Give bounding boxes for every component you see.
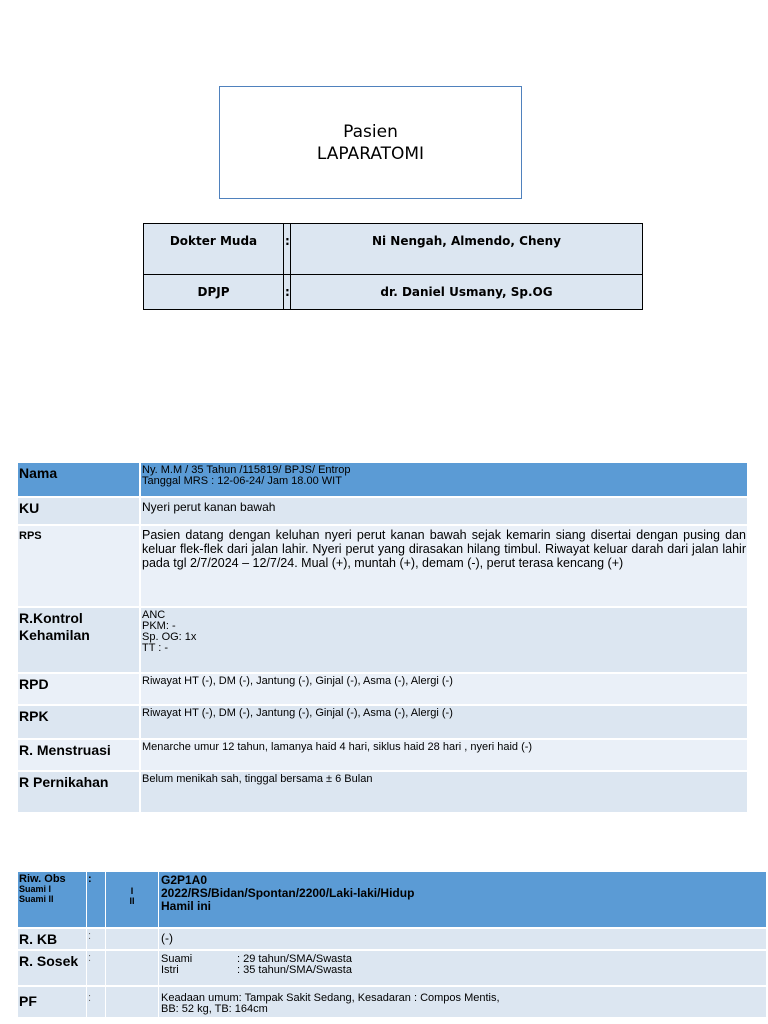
info-label: Dokter Muda bbox=[144, 224, 284, 275]
pf-line1: Keadaan umum: Tampak Sakit Sedang, Kesadaran : Compos Mentis, bbox=[161, 992, 500, 1004]
row-kb bbox=[18, 928, 767, 950]
kontrol-line: Sp. OG: 1x bbox=[142, 631, 197, 643]
info-value: dr. Daniel Usmany, Sp.OG bbox=[291, 275, 643, 310]
row-value bbox=[159, 872, 767, 928]
kontrol-line: PKM: - bbox=[142, 620, 176, 632]
row-label: Nama bbox=[18, 463, 140, 497]
row-num bbox=[106, 950, 159, 986]
row-value bbox=[140, 463, 747, 497]
row-kontrol bbox=[18, 607, 747, 673]
row-label: PF bbox=[18, 986, 87, 1018]
row-riw-obs bbox=[18, 872, 767, 928]
row-value bbox=[159, 986, 767, 1018]
info-row-dpjp bbox=[144, 275, 643, 310]
row-colon: : bbox=[87, 986, 106, 1018]
row-menstruasi bbox=[18, 739, 747, 771]
num-2: II bbox=[129, 896, 135, 906]
row-colon: : bbox=[87, 950, 106, 986]
istri-value: : 35 tahun/SMA/Swasta bbox=[237, 964, 352, 976]
suami2-label: Suami II bbox=[19, 894, 54, 904]
patient-history-table bbox=[18, 463, 747, 814]
title-line2: LAPARATOMI bbox=[316, 144, 425, 164]
row-num bbox=[106, 986, 159, 1018]
suami-value: : 29 tahun/SMA/Swasta bbox=[237, 953, 352, 965]
obs-line1: G2P1A0 bbox=[161, 873, 208, 887]
row-value: Pasien datang dengan keluhan nyeri perut kanan bawah sejak kemarin siang disertai dengan pusing dan keluar flek-flek dari jalan lahir. Nyeri perut yang dirasakan hilang timbul. Riwayat keluar darah dari jalan lahir pada tgl 2/7/2024 – 12/7/24. Mual (+), muntah (+), demam (-), perut terasa kencang (+) bbox=[140, 525, 747, 607]
row-value bbox=[140, 607, 747, 673]
row-value: Nyeri perut kanan bawah bbox=[140, 497, 747, 525]
row-nama bbox=[18, 463, 747, 497]
row-label: R.Kontrol Kehamilan bbox=[18, 607, 140, 673]
title-line1: Pasien bbox=[343, 122, 398, 142]
row-value: (-) bbox=[159, 928, 767, 950]
row-label: R. KB bbox=[18, 928, 87, 950]
row-label: RPD bbox=[18, 673, 140, 705]
row-label: R Pernikahan bbox=[18, 771, 140, 813]
nama-line1: Ny. M.M / 35 Tahun /115819/ BPJS/ Entrop bbox=[142, 464, 351, 476]
row-pf bbox=[18, 986, 767, 1018]
row-rpk bbox=[18, 705, 747, 739]
row-value: Riwayat HT (-), DM (-), Jantung (-), Ginjal (-), Asma (-), Alergi (-) bbox=[140, 673, 747, 705]
num-1: I bbox=[130, 886, 134, 896]
istri-label: Istri bbox=[161, 964, 179, 976]
row-rpd bbox=[18, 673, 747, 705]
row-label: KU bbox=[18, 497, 140, 525]
kontrol-line: TT : - bbox=[142, 642, 169, 654]
row-value: Menarche umur 12 tahun, lamanya haid 4 hari, siklus haid 28 hari , nyeri haid (-) bbox=[140, 739, 747, 771]
doctor-info-table bbox=[143, 223, 643, 310]
row-colon: : bbox=[87, 872, 106, 928]
row-label: R. Sosek bbox=[18, 950, 87, 986]
pf-line2: BB: 52 kg, TB: 164cm bbox=[161, 1003, 268, 1015]
row-colon: : bbox=[87, 928, 106, 950]
row-label: R. Menstruasi bbox=[18, 739, 140, 771]
row-ku bbox=[18, 497, 747, 525]
nama-line2: Tanggal MRS : 12-06-24/ Jam 18.00 WIT bbox=[142, 475, 342, 487]
obstetric-table bbox=[18, 872, 767, 1019]
row-value: Belum menikah sah, tinggal bersama ± 6 Bulan bbox=[140, 771, 747, 813]
row-pernikahan bbox=[18, 771, 747, 813]
row-label bbox=[18, 872, 87, 928]
row-label: RPK bbox=[18, 705, 140, 739]
info-value: Ni Nengah, Almendo, Cheny bbox=[291, 224, 643, 275]
info-row-dokter-muda bbox=[144, 224, 643, 275]
kontrol-line: ANC bbox=[142, 609, 166, 621]
row-num bbox=[106, 872, 159, 928]
title-box bbox=[219, 86, 522, 199]
row-label: RPS bbox=[18, 525, 140, 607]
row-sosek bbox=[18, 950, 767, 986]
riw-obs-label: Riw. Obs bbox=[19, 873, 66, 885]
suami-label: Suami bbox=[161, 953, 193, 965]
obs-line2: 2022/RS/Bidan/Spontan/2200/Laki-laki/Hidup bbox=[161, 886, 415, 900]
row-rps bbox=[18, 525, 747, 607]
row-value: Riwayat HT (-), DM (-), Jantung (-), Ginjal (-), Asma (-), Alergi (-) bbox=[140, 705, 747, 739]
row-num bbox=[106, 928, 159, 950]
row-value bbox=[159, 950, 767, 986]
info-colon: : bbox=[284, 224, 291, 275]
suami1-label: Suami I bbox=[19, 884, 52, 894]
info-label: DPJP bbox=[144, 275, 284, 310]
sosek-istri bbox=[161, 965, 765, 976]
info-colon: : bbox=[284, 275, 291, 310]
obs-line3: Hamil ini bbox=[161, 899, 212, 913]
